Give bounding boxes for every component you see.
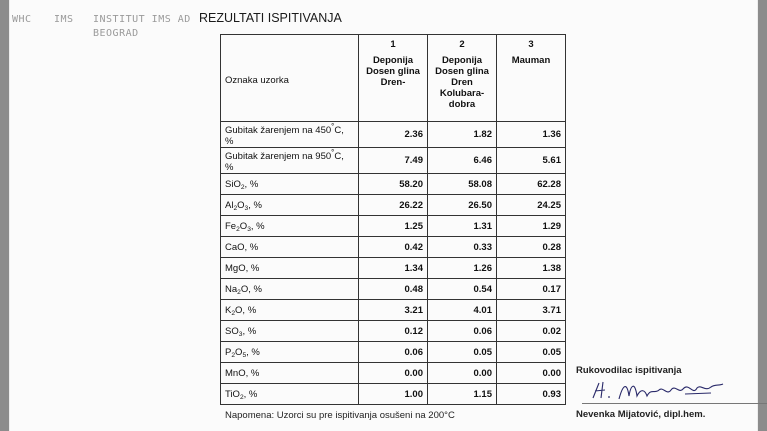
parameter-label bbox=[221, 195, 359, 216]
value-sample-1: 0.12 bbox=[359, 321, 428, 342]
frame-right bbox=[758, 0, 767, 431]
label-part-post: , % bbox=[246, 346, 260, 358]
parameter-label bbox=[221, 363, 359, 384]
label-part-post: C, % bbox=[225, 125, 344, 148]
label-part-sub: 2 bbox=[237, 288, 241, 296]
table-row bbox=[221, 195, 566, 216]
sample-name: Deponija Dosen glina Dren- bbox=[366, 55, 420, 88]
value-sample-2: 0.54 bbox=[428, 279, 497, 300]
label-part-mid: O bbox=[239, 220, 248, 232]
label-part-sub: 2 bbox=[239, 393, 244, 401]
label-part-pre: SiO bbox=[225, 178, 241, 190]
value-sample-3: 5.61 bbox=[497, 148, 566, 174]
label-part-post: , % bbox=[242, 325, 257, 337]
handwritten-signature bbox=[585, 378, 735, 402]
sample-header-1 bbox=[359, 35, 428, 122]
table-header-row bbox=[221, 35, 566, 122]
signature-line bbox=[582, 403, 767, 404]
value-sample-1: 1.34 bbox=[359, 258, 428, 279]
signatory-name: Nevenka Mijatović, dipl.hem. bbox=[576, 409, 706, 420]
sample-number: 2 bbox=[459, 39, 465, 50]
parameter-label bbox=[221, 148, 359, 174]
table-row bbox=[221, 342, 566, 363]
value-sample-1: 0.42 bbox=[359, 237, 428, 258]
value-sample-2: 0.06 bbox=[428, 321, 497, 342]
value-sample-3: 0.05 bbox=[497, 342, 566, 363]
value-sample-3: 0.02 bbox=[497, 321, 566, 342]
page-title: REZULTATI ISPITIVANJA bbox=[199, 11, 342, 25]
value-sample-3: 1.36 bbox=[497, 122, 566, 148]
sample-name: Mauman bbox=[511, 55, 551, 66]
label-part-post: , % bbox=[243, 388, 258, 400]
value-sample-3: 0.93 bbox=[497, 384, 566, 405]
value-sample-1: 3.21 bbox=[359, 300, 428, 321]
header-institute: INSTITUT IMS AD bbox=[93, 14, 191, 25]
value-sample-3: 0.17 bbox=[497, 279, 566, 300]
value-sample-1: 0.00 bbox=[359, 363, 428, 384]
value-sample-1: 2.36 bbox=[359, 122, 428, 148]
parameter-label bbox=[221, 122, 359, 148]
document-page bbox=[10, 0, 757, 431]
value-sample-3: 0.28 bbox=[497, 237, 566, 258]
header-code-ims: IMS bbox=[54, 14, 74, 25]
parameter-label bbox=[221, 237, 359, 258]
table-row bbox=[221, 174, 566, 195]
results-table bbox=[220, 34, 566, 405]
label-part-mid: O bbox=[235, 346, 243, 358]
value-sample-3: 24.25 bbox=[497, 195, 566, 216]
label-part-sub2: 5 bbox=[242, 351, 247, 359]
label-part-sub: 2 bbox=[231, 351, 236, 359]
value-sample-2: 6.46 bbox=[428, 148, 497, 174]
value-sample-3: 62.28 bbox=[497, 174, 566, 195]
value-sample-3: 0.00 bbox=[497, 363, 566, 384]
parameter-label bbox=[221, 384, 359, 405]
parameter-label bbox=[221, 321, 359, 342]
parameter-label bbox=[221, 342, 359, 363]
label-part-post: , % bbox=[248, 199, 262, 211]
label-part-sub: 2 bbox=[231, 309, 236, 317]
value-sample-1: 0.48 bbox=[359, 279, 428, 300]
label-part-pre: MnO, % bbox=[225, 367, 260, 379]
label-part-pre: Na bbox=[225, 283, 238, 295]
sample-name: Deponija Dosen glina Dren Kolubara-dobra bbox=[435, 55, 489, 110]
sample-header-2 bbox=[428, 35, 497, 122]
value-sample-1: 0.06 bbox=[359, 342, 428, 363]
label-part-sub2: 3 bbox=[244, 204, 249, 212]
parameter-label bbox=[221, 174, 359, 195]
value-sample-2: 1.31 bbox=[428, 216, 497, 237]
value-sample-2: 1.26 bbox=[428, 258, 497, 279]
label-part-pre: Al bbox=[225, 199, 234, 211]
value-sample-2: 26.50 bbox=[428, 195, 497, 216]
parameter-label bbox=[221, 300, 359, 321]
table-row bbox=[221, 300, 566, 321]
value-sample-2: 1.82 bbox=[428, 122, 497, 148]
frame-left bbox=[0, 0, 9, 431]
note: Napomena: Uzorci su pre ispitivanja osušeni na 200°C bbox=[225, 410, 455, 421]
value-sample-2: 4.01 bbox=[428, 300, 497, 321]
label-part-pre: Gubitak žarenjem na 450 bbox=[225, 125, 332, 137]
value-sample-1: 1.25 bbox=[359, 216, 428, 237]
value-sample-3: 1.38 bbox=[497, 258, 566, 279]
value-sample-2: 1.15 bbox=[428, 384, 497, 405]
value-sample-2: 0.05 bbox=[428, 342, 497, 363]
label-part-pre: MgO, % bbox=[225, 262, 260, 274]
label-part-sub: 2 bbox=[233, 204, 238, 212]
table-row bbox=[221, 122, 566, 148]
label-part-pre: TiO bbox=[225, 388, 240, 400]
value-sample-3: 1.29 bbox=[497, 216, 566, 237]
value-sample-1: 1.00 bbox=[359, 384, 428, 405]
value-sample-3: 3.71 bbox=[497, 300, 566, 321]
value-sample-1: 26.22 bbox=[359, 195, 428, 216]
label-part-post: C, % bbox=[225, 151, 344, 174]
parameter-label bbox=[221, 279, 359, 300]
header-city: BEOGRAD bbox=[93, 28, 139, 39]
label-part-pre: Gubitak žarenjem na 950 bbox=[225, 151, 332, 163]
table-row bbox=[221, 148, 566, 174]
sample-number: 1 bbox=[390, 39, 396, 50]
table-row bbox=[221, 237, 566, 258]
value-sample-1: 58.20 bbox=[359, 174, 428, 195]
label-part-mid: O bbox=[237, 199, 245, 211]
header-code-whc: WHC bbox=[12, 14, 32, 25]
label-part-sub: 2 bbox=[240, 183, 245, 191]
table-row bbox=[221, 363, 566, 384]
label-part-pre: SO bbox=[225, 325, 239, 337]
table-row bbox=[221, 258, 566, 279]
table-row bbox=[221, 216, 566, 237]
value-sample-2: 0.00 bbox=[428, 363, 497, 384]
table-row bbox=[221, 321, 566, 342]
value-sample-2: 58.08 bbox=[428, 174, 497, 195]
signatory-role: Rukovodilac ispitivanja bbox=[576, 365, 682, 376]
label-part-post: O, % bbox=[235, 304, 257, 316]
parameter-label bbox=[221, 258, 359, 279]
sample-number: 3 bbox=[528, 39, 534, 50]
sample-label-header: Oznaka uzorka bbox=[221, 35, 359, 122]
label-part-pre: P bbox=[225, 346, 232, 358]
label-part-sub: 3 bbox=[238, 330, 243, 338]
table-row bbox=[221, 384, 566, 405]
label-part-sup: ° bbox=[331, 148, 335, 158]
label-part-sub2: 3 bbox=[247, 225, 251, 233]
value-sample-2: 0.33 bbox=[428, 237, 497, 258]
sample-header-3 bbox=[497, 35, 566, 122]
label-part-pre: CaO, % bbox=[225, 241, 259, 253]
label-part-post: , % bbox=[244, 178, 259, 190]
label-part-pre: Fe bbox=[225, 220, 237, 232]
label-part-post: O, % bbox=[240, 283, 262, 295]
parameter-label bbox=[221, 216, 359, 237]
label-part-sup: ° bbox=[331, 122, 335, 131]
table-row bbox=[221, 279, 566, 300]
table-body bbox=[221, 122, 566, 405]
label-part-post: , % bbox=[250, 220, 265, 232]
label-part-sub: 2 bbox=[236, 225, 240, 233]
label-part-pre: K bbox=[225, 304, 232, 316]
value-sample-1: 7.49 bbox=[359, 148, 428, 174]
